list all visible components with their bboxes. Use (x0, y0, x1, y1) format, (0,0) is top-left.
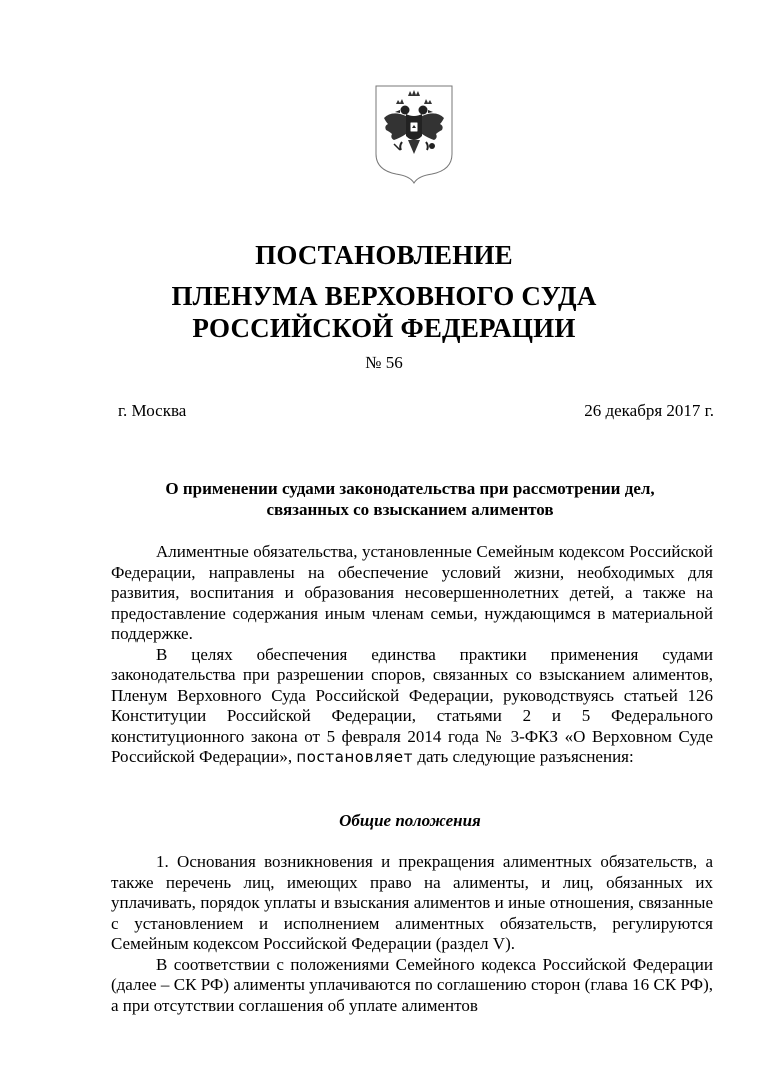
preamble-paragraph-2 (111, 645, 713, 768)
section-paragraph-1: 1. Основания возникновения и прекращения алиментных обязательств, а также перечень лиц, имеющих право на алименты, и лиц, обязанных их уплачивать, порядок уплаты и взыскания алиментов и иные отношения, связанные с установлением и исполнением алиментных обязательств, регулируются Семейным кодексом Российской Федерации (раздел V). (111, 852, 713, 953)
resolves-keyword: постановляет (296, 748, 414, 766)
russian-coat-of-arms-icon (372, 84, 456, 184)
issuing-body-title: ПЛЕНУМА ВЕРХОВНОГО СУДА (171, 281, 597, 311)
preamble-paragraph-1: Алиментные обязательства, установленные Семейным кодексом Российской Федерации, направлены на обеспечение условий жизни, необходимых для развития, воспитания и образования несовершеннолетних детей, а также на предоставление содержания иным членам семьи, нуждающимся в материальной поддержке. (111, 542, 713, 643)
resolution-subject-line-1: О применении судами законодательства при рассмотрении дел, (165, 479, 655, 498)
date-of-issue: 26 декабря 2017 г. (584, 401, 714, 420)
place-of-issue: г. Москва (118, 401, 187, 420)
issuing-body-title-line-2: РОССИЙСКОЙ ФЕДЕРАЦИИ (192, 313, 576, 343)
section-paragraph-2: В соответствии с положениями Семейного кодекса Российской Федерации (далее – СК РФ) алименты уплачиваются по соглашению сторон (глава 16 СК РФ), а при отсутствии соглашения об уплате алиментов (111, 954, 713, 1015)
document-number: № 56 (365, 353, 403, 372)
resolution-subject (110, 478, 710, 520)
section-body (111, 852, 713, 1016)
preamble-paragraph-2-text: В целях обеспечения единства практики применения судами законодательства при разрешении споров, связанных со взысканием алиментов, Пленум Верховного Суда Российской Федерации, руководствуясь статьей 126 Конституции Российской Федерации, статьями 2 и 5 Федерального конституционного закона от 5 февраля 2014 года № 3-ФКЗ «О Верховном Суде Российской Федерации», (111, 644, 713, 766)
document-type-title: ПОСТАНОВЛЕНИЕ (255, 240, 513, 270)
section-heading: Общие положения (339, 811, 481, 830)
preamble (111, 542, 713, 768)
resolution-subject-line-2: связанных со взысканием алиментов (266, 500, 554, 519)
preamble-paragraph-2-ending: дать следующие разъяснения: (417, 747, 634, 766)
